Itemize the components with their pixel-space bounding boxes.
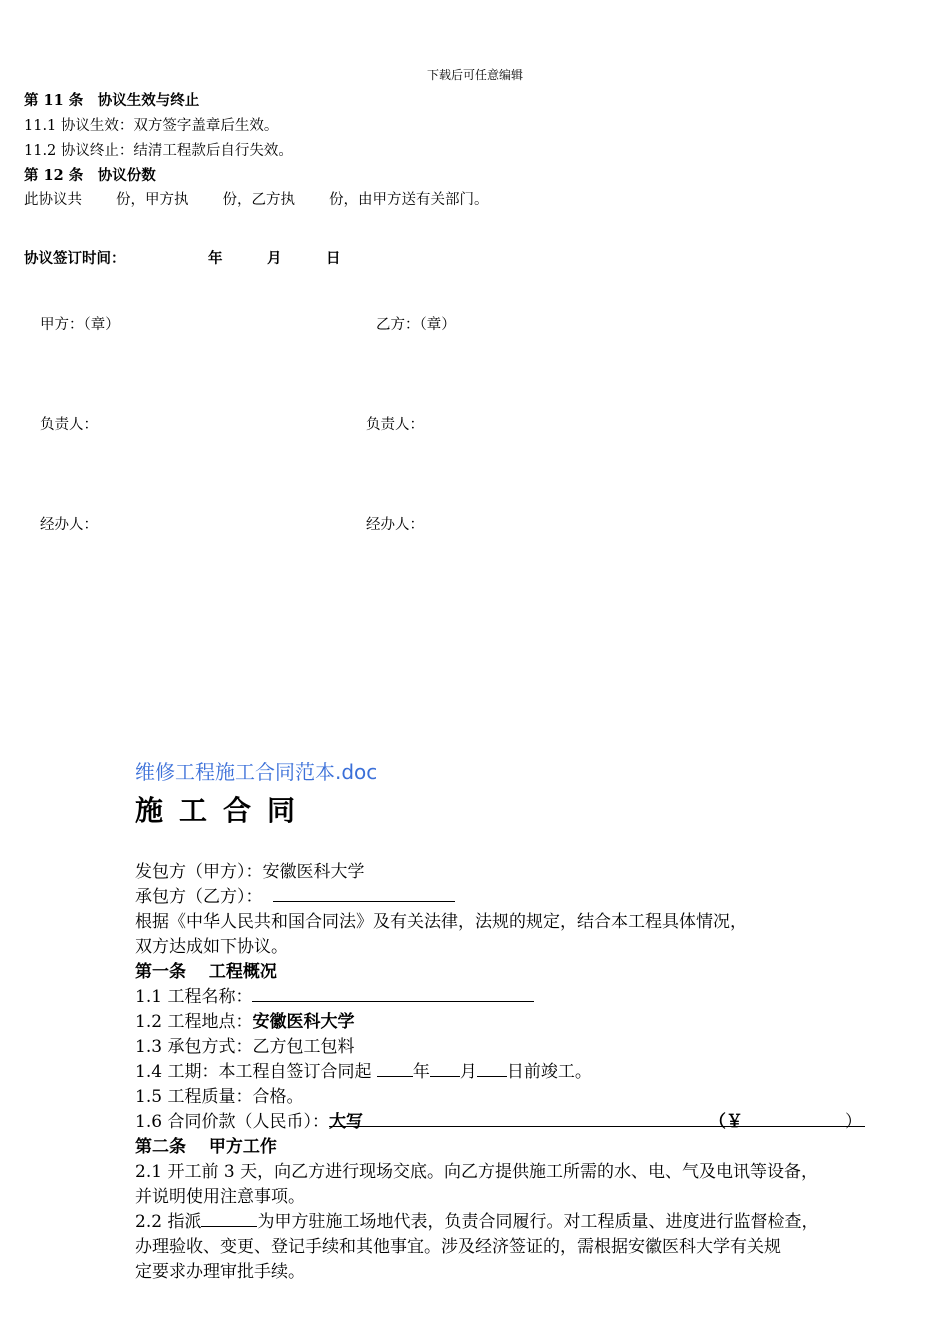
sign-month: 月 bbox=[267, 250, 282, 267]
item-1-6-label: 1.6 合同价款（人民币）： bbox=[135, 1112, 329, 1132]
article-11-title: 第 11 条 协议生效与终止 bbox=[24, 92, 200, 109]
employer-line: 发包方（甲方）：安徽医科大学 bbox=[135, 862, 365, 882]
item-1-4-suffix: 日前竣工。 bbox=[506, 1062, 592, 1082]
responsible-a: 负责人： bbox=[40, 417, 98, 433]
item-2-2-rest: 为甲方驻施工场地代表，负责合同履行。对工程质量、进度进行监督检查， bbox=[257, 1212, 819, 1232]
article-11-2: 11.2 协议终止：结清工程款后自行失效。 bbox=[24, 143, 293, 159]
article-1-title: 第一条 工程概况 bbox=[135, 962, 277, 982]
price-upper-label: 大写 bbox=[328, 1112, 363, 1132]
item-1-4 bbox=[135, 1057, 592, 1082]
item-1-6 bbox=[135, 1107, 865, 1132]
price-yen-label: （￥ bbox=[708, 1112, 743, 1132]
handler-b: 经办人： bbox=[366, 517, 424, 533]
sign-time-label: 协议签订时间： bbox=[24, 250, 126, 267]
representative-blank bbox=[201, 1209, 257, 1227]
item-1-1 bbox=[135, 982, 534, 1007]
item-1-3: 1.3 承包方式：乙方包工包料 bbox=[135, 1037, 355, 1057]
item-2-2-line-2: 办理验收、变更、登记手续和其他事宜。涉及经济签证的，需根据安徽医科大学有关规 bbox=[135, 1237, 781, 1257]
item-2-2-prefix: 2.2 指派 bbox=[135, 1212, 202, 1232]
contractor-line bbox=[135, 882, 455, 907]
duration-day-blank bbox=[477, 1059, 507, 1077]
article-2-title: 第二条 甲方工作 bbox=[135, 1137, 277, 1157]
item-2-2-line-1 bbox=[135, 1207, 818, 1232]
party-a-seal: 甲方：（章） bbox=[40, 317, 120, 333]
price-blank bbox=[328, 1107, 865, 1132]
item-1-1-label: 1.1 工程名称： bbox=[135, 987, 253, 1007]
handler-a: 经办人： bbox=[40, 517, 98, 533]
copies-line bbox=[24, 188, 489, 209]
contractor-label: 承包方（乙方）： bbox=[135, 887, 263, 907]
sign-day: 日 bbox=[326, 250, 341, 267]
responsible-b: 负责人： bbox=[366, 417, 424, 433]
duration-year-blank bbox=[377, 1059, 413, 1077]
basis-line-1: 根据《中华人民共和国合同法》及有关法律，法规的规定，结合本工程具体情况， bbox=[135, 912, 747, 932]
project-name-blank bbox=[252, 984, 534, 1002]
item-1-4-month: 月 bbox=[459, 1062, 477, 1082]
article-12-title: 第 12 条 协议份数 bbox=[24, 167, 156, 184]
contract-title: 施工合同 bbox=[135, 794, 312, 827]
copies-text-2: 份，甲方执 bbox=[116, 192, 189, 208]
item-1-4-year: 年 bbox=[412, 1062, 430, 1082]
item-2-2-line-3: 定要求办理审批手续。 bbox=[135, 1262, 305, 1282]
item-1-2-value: 安徽医科大学 bbox=[252, 1012, 355, 1032]
copies-text-3: 份，乙方执 bbox=[222, 192, 295, 208]
sign-year: 年 bbox=[208, 250, 223, 267]
item-1-4-prefix: 1.4 工期：本工程自签订合同起 bbox=[135, 1062, 377, 1082]
basis-line-2: 双方达成如下协议。 bbox=[135, 937, 288, 957]
price-close-paren: ） bbox=[844, 1112, 862, 1132]
item-1-2 bbox=[135, 1007, 354, 1032]
contractor-blank bbox=[273, 884, 455, 902]
item-1-5: 1.5 工程质量：合格。 bbox=[135, 1087, 304, 1107]
item-2-1-line-2: 并说明使用注意事项。 bbox=[135, 1187, 305, 1207]
duration-month-blank bbox=[430, 1059, 460, 1077]
file-link[interactable]: 维修工程施工合同范本.doc bbox=[135, 760, 378, 784]
page-header: 下载后可任意编辑 bbox=[426, 68, 523, 82]
party-b-seal: 乙方：（章） bbox=[376, 317, 456, 333]
item-2-1-line-1: 2.1 开工前 3 天，向乙方进行现场交底。向乙方提供施工所需的水、电、气及电讯等设备， bbox=[135, 1162, 819, 1182]
copies-text-1: 此协议共 bbox=[24, 192, 82, 208]
item-1-2-label: 1.2 工程地点： bbox=[135, 1012, 253, 1032]
copies-text-4: 份，由甲方送有关部门。 bbox=[329, 192, 489, 208]
article-11-1: 11.1 协议生效：双方签字盖章后生效。 bbox=[24, 118, 279, 134]
